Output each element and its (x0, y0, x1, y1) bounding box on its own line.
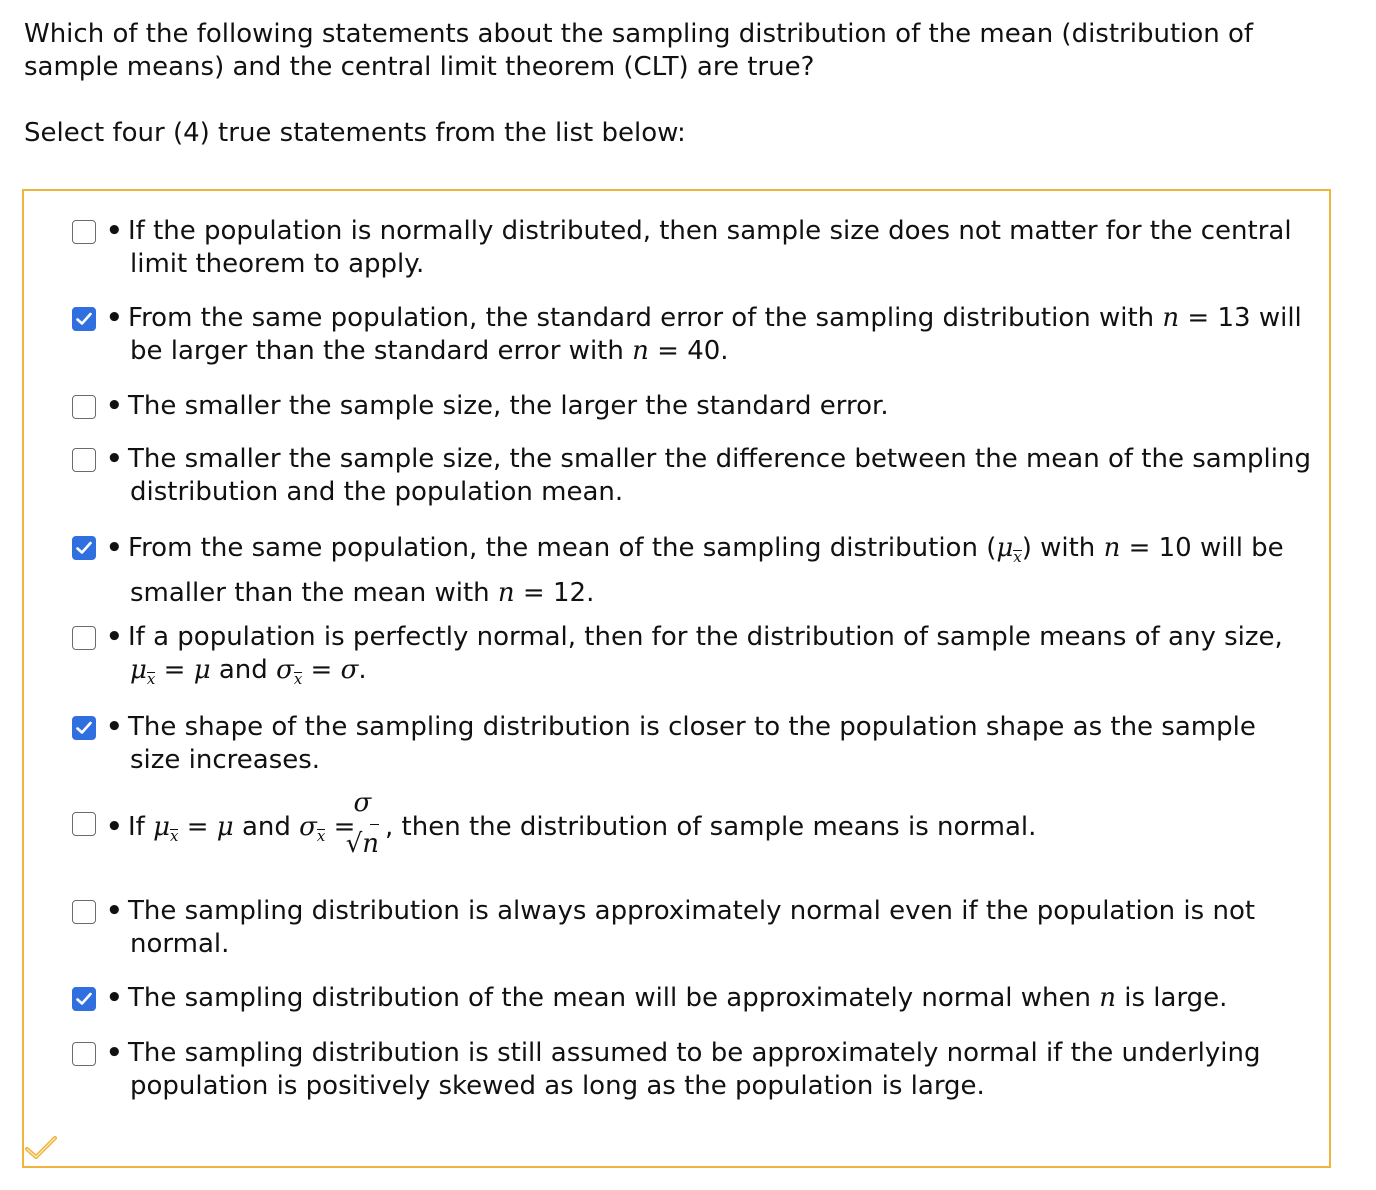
bullet: • (106, 1038, 123, 1068)
option-3[interactable] (72, 390, 1312, 423)
mu-symbol: μ (216, 812, 234, 842)
mu-symbol: μ (153, 812, 170, 842)
option-4-text: The smaller the sample size, the smaller the difference between the mean of the sampling distribution and the population mean. (128, 444, 1311, 507)
option-2-checkbox[interactable] (72, 307, 96, 331)
option-8-checkbox[interactable] (72, 812, 96, 836)
sigma-symbol: σ (340, 655, 359, 685)
option-6-checkbox[interactable] (72, 626, 96, 650)
n-symbol: n (1162, 303, 1180, 333)
bullet: • (106, 622, 123, 652)
option-3-checkbox[interactable] (72, 395, 96, 419)
and-word: and (218, 655, 268, 685)
bullet: • (106, 896, 123, 926)
option-4[interactable] (72, 443, 1312, 509)
option-8-text-a: If (128, 812, 154, 842)
equals: = (163, 655, 186, 685)
option-5[interactable] (72, 530, 1312, 611)
question-text: Which of the following statements about the sampling distribution of the mean (distribution of sample means) and the central limit theorem (CLT) are true? (24, 19, 1254, 82)
option-10-text-a: The sampling distribution of the mean will be approximately normal when (128, 983, 1100, 1013)
option-8-text-b: , then the distribution of sample means is normal. (385, 812, 1037, 842)
option-6-text-a: If a population is perfectly normal, then for the distribution of sample means of any size, (128, 622, 1283, 652)
x-bar-subscript: x (293, 670, 303, 688)
x-bar-subscript: x (316, 827, 326, 845)
n-symbol: n (497, 578, 515, 608)
option-8[interactable] (72, 787, 1312, 867)
bullet: • (106, 391, 123, 421)
equals: = (333, 812, 356, 842)
n-symbol: n (1103, 533, 1121, 563)
mu-symbol: μ (996, 533, 1014, 563)
checkmark-icon (76, 721, 92, 735)
option-2-text-c: = 40. (648, 336, 729, 366)
sigma-symbol: σ (276, 655, 294, 685)
option-7[interactable] (72, 711, 1312, 777)
option-9[interactable] (72, 895, 1312, 961)
option-1[interactable] (72, 215, 1312, 281)
option-5-text-d: = 12. (514, 578, 595, 608)
bullet: • (106, 303, 123, 333)
option-11-checkbox[interactable] (72, 1042, 96, 1066)
bullet: • (106, 216, 123, 246)
option-10[interactable] (72, 982, 1312, 1015)
bullet: • (106, 983, 123, 1013)
checkmark-icon (76, 992, 92, 1006)
option-9-text: The sampling distribution is always approximately normal even if the population is not normal. (128, 896, 1256, 959)
mu-symbol: μ (130, 655, 147, 685)
x-bar-subscript: x (1013, 548, 1022, 566)
option-10-checkbox[interactable] (72, 987, 96, 1011)
option-5-text-c: = 10 will be smaller than the mean with (130, 533, 1284, 608)
checkmark-icon (76, 312, 92, 326)
option-6[interactable] (72, 621, 1312, 696)
option-10-text-b: is large. (1115, 983, 1228, 1013)
option-5-text-a: From the same population, the mean of the sampling distribution ( (128, 533, 997, 563)
option-4-checkbox[interactable] (72, 448, 96, 472)
correct-check-icon (24, 1135, 58, 1161)
option-2-text-b: = 13 will be larger than the standard error with (130, 303, 1302, 366)
option-3-text: The smaller the sample size, the larger the standard error. (128, 391, 889, 421)
checkmark-icon (76, 541, 92, 555)
bullet: • (106, 533, 123, 563)
period: . (358, 655, 367, 685)
answer-panel (22, 189, 1331, 1168)
option-7-text: The shape of the sampling distribution is closer to the population shape as the sample size increases. (128, 712, 1256, 775)
option-5-checkbox[interactable] (72, 536, 96, 560)
sigma-over-root-n-fraction: $\frac{\sigma}{√n}$ (345, 788, 380, 859)
equals: = (310, 655, 333, 685)
x-bar-subscript: x (170, 827, 179, 845)
option-1-text: If the population is normally distributed, then sample size does not matter for the central limit theorem to apply. (128, 216, 1292, 279)
n-symbol: n (632, 336, 649, 366)
question-instruction: Select four (4) true statements from the list below: (24, 118, 686, 148)
x-bar-subscript: x (146, 670, 156, 688)
and-word: and (241, 812, 291, 842)
option-7-checkbox[interactable] (72, 716, 96, 740)
option-11[interactable] (72, 1037, 1312, 1103)
option-2[interactable] (72, 302, 1312, 368)
n-symbol: n (1099, 983, 1116, 1013)
option-1-checkbox[interactable] (72, 220, 96, 244)
option-11-text: The sampling distribution is still assumed to be approximately normal if the underlying population is positively skewed as long as the population is large. (128, 1038, 1261, 1101)
option-9-checkbox[interactable] (72, 900, 96, 924)
option-2-text-a: From the same population, the standard error of the sampling distribution with (128, 303, 1163, 333)
equals: = (186, 812, 209, 842)
bullet: • (106, 444, 123, 474)
mu-symbol: μ (193, 655, 211, 685)
sigma-symbol: σ (299, 812, 317, 842)
option-5-text-b: ) with (1021, 533, 1104, 563)
bullet: • (106, 812, 123, 842)
bullet: • (106, 712, 123, 742)
